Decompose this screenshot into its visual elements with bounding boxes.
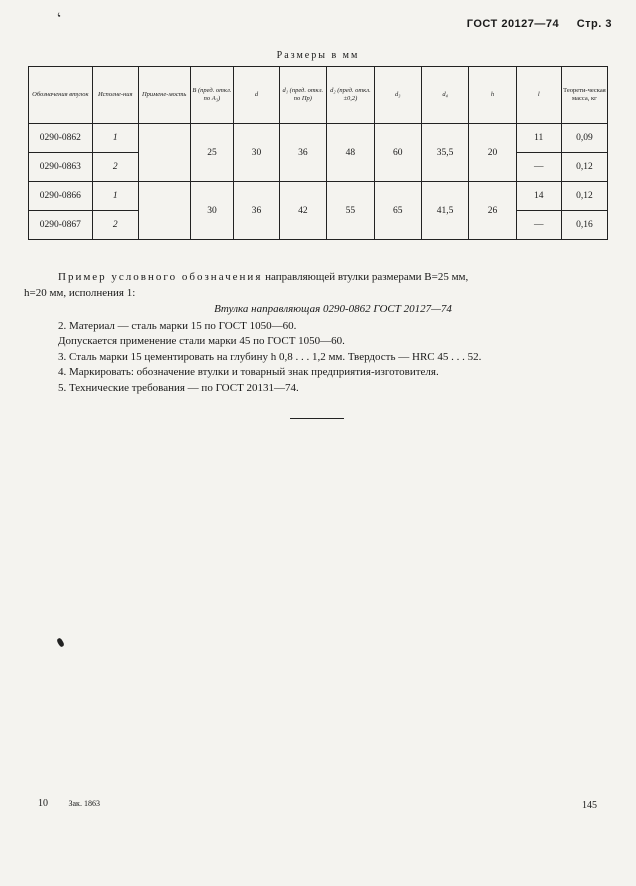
col-execution: Исполне-ния xyxy=(92,67,138,124)
col-l: l xyxy=(516,67,561,124)
cell-d2: 55 xyxy=(327,182,375,240)
page-number: 10 xyxy=(38,798,48,809)
cell-exec: 1 xyxy=(92,182,138,211)
cell-d: 30 xyxy=(234,124,279,182)
col-d2: d₂ (пред. откл. ±0,2) xyxy=(327,67,375,124)
cell-d3: 60 xyxy=(374,124,421,182)
designation-example: Втулка направляющая 0290-0862 ГОСТ 20127—74 xyxy=(214,303,452,315)
col-applicability: Примене-мость xyxy=(138,67,190,124)
cell-code: 0290-0867 xyxy=(29,211,93,240)
standard-number: ГОСТ 20127—74 xyxy=(466,18,560,30)
cell-d4: 41,5 xyxy=(421,182,469,240)
cell-code: 0290-0863 xyxy=(29,153,93,182)
footer-left xyxy=(38,798,100,809)
col-B: B (пред. откл. по A₃) xyxy=(190,67,234,124)
page-label: Стр. 3 xyxy=(576,18,612,30)
cell-mass: 0,12 xyxy=(561,182,607,211)
item-2: 2. Материал — сталь марки 15 по ГОСТ 1050—60. xyxy=(58,319,297,332)
cell-h: 26 xyxy=(469,182,516,240)
cell-d2: 48 xyxy=(327,124,375,182)
example-line-1 xyxy=(58,270,608,286)
cell-d1: 42 xyxy=(279,182,327,240)
table-row xyxy=(29,124,608,153)
cell-code: 0290-0866 xyxy=(29,182,93,211)
cell-d3: 65 xyxy=(374,182,421,240)
col-designation: Обозначения втулок xyxy=(29,67,93,124)
body-text xyxy=(24,270,608,396)
col-d1: d₁ (пред. откл. по Пр) xyxy=(279,67,327,124)
col-d3: d₃ xyxy=(374,67,421,124)
example-prefix: Пример условного обозначения xyxy=(58,271,263,283)
cell-l: 11 xyxy=(516,124,561,153)
cell-B: 30 xyxy=(190,182,234,240)
cell-d: 36 xyxy=(234,182,279,240)
col-d4: d₄ xyxy=(421,67,469,124)
cell-code: 0290-0862 xyxy=(29,124,93,153)
col-mass: Теорети-ческая масса, кг xyxy=(561,67,607,124)
cell-h: 20 xyxy=(469,124,516,182)
footer-right-number: 145 xyxy=(582,800,597,811)
item-2b: Допускается применение стали марки 45 по ГОСТ 1050—60. xyxy=(58,335,345,347)
col-d: d xyxy=(234,67,279,124)
divider xyxy=(290,418,344,419)
item-4: 4. Маркировать: обозначение втулки и товарный знак предприятия-изготовителя. xyxy=(58,366,439,378)
cell-mass: 0,09 xyxy=(561,124,607,153)
example-line-2: h=20 мм, исполнения 1: xyxy=(24,286,136,299)
cell-d1: 36 xyxy=(279,124,327,182)
cell-B: 25 xyxy=(190,124,234,182)
units-caption: Размеры в мм xyxy=(276,50,360,61)
cell-applicability xyxy=(138,182,190,240)
cell-applicability xyxy=(138,124,190,182)
cell-l: — xyxy=(516,211,561,240)
cell-d4: 35,5 xyxy=(421,124,469,182)
order-number: Зак. 1863 xyxy=(68,799,100,808)
cell-mass: 0,12 xyxy=(561,153,607,182)
page-header xyxy=(467,18,612,30)
item-3: 3. Сталь марки 15 цементировать на глубину h 0,8 . . . 1,2 мм. Твердость — HRC 45 . . . 52. xyxy=(58,350,482,363)
cell-mass: 0,16 xyxy=(561,211,607,240)
table-header-row xyxy=(29,67,608,124)
cell-exec: 2 xyxy=(92,211,138,240)
example-rest: направляющей втулки размерами B=25 мм, xyxy=(265,271,469,283)
dimensions-table xyxy=(28,66,608,240)
cell-exec: 1 xyxy=(92,124,138,153)
col-h: h xyxy=(469,67,516,124)
item-5: 5. Технические требования — по ГОСТ 20131—74. xyxy=(58,381,299,394)
cell-l: — xyxy=(516,153,561,182)
cell-exec: 2 xyxy=(92,153,138,182)
cell-l: 14 xyxy=(516,182,561,211)
pen-mark: ʻ xyxy=(54,9,67,28)
table-row xyxy=(29,182,608,211)
ink-blot xyxy=(56,637,65,647)
